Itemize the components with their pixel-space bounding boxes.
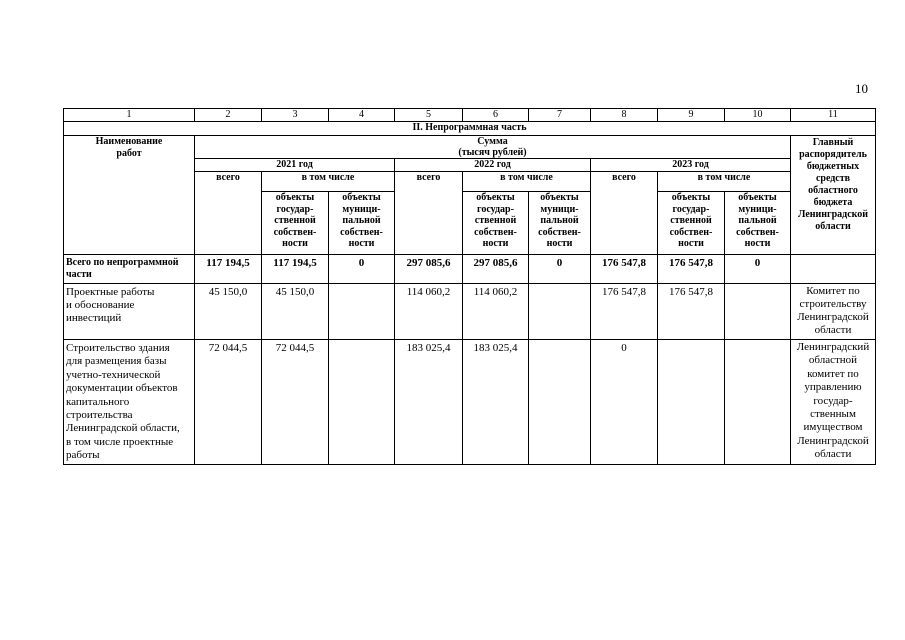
column-number: 11: [791, 109, 876, 122]
cell-value: [658, 340, 725, 465]
cell-value: 297 085,6: [395, 255, 463, 284]
cell-value: [725, 340, 791, 465]
row-distributor: Комитет по строительству Ленинградской области: [791, 284, 876, 340]
cell-value: 0: [591, 340, 658, 465]
cell-value: 183 025,4: [395, 340, 463, 465]
cell-value: [329, 284, 395, 340]
column-number: 8: [591, 109, 658, 122]
cell-value: 72 044,5: [195, 340, 262, 465]
column-number: 1: [64, 109, 195, 122]
cell-value: 0: [329, 255, 395, 284]
column-number: 10: [725, 109, 791, 122]
column-number: 9: [658, 109, 725, 122]
cell-value: 45 150,0: [195, 284, 262, 340]
column-number: 2: [195, 109, 262, 122]
header-municipal-2021: объекты муници- пальной собствен- ности: [329, 192, 395, 255]
cell-value: 0: [725, 255, 791, 284]
table-row: [64, 340, 876, 465]
column-number: 5: [395, 109, 463, 122]
cell-value: 0: [529, 255, 591, 284]
header-including-2021: в том числе: [262, 172, 395, 192]
header-municipal-2023: объекты муници- пальной собствен- ности: [725, 192, 791, 255]
cell-value: 114 060,2: [463, 284, 529, 340]
header-state-2022: объекты государ- ственной собствен- ности: [463, 192, 529, 255]
cell-value: 45 150,0: [262, 284, 329, 340]
cell-value: 72 044,5: [262, 340, 329, 465]
header-municipal-2022: объекты муници- пальной собствен- ности: [529, 192, 591, 255]
table-row: [64, 255, 876, 284]
header-state-2023: объекты государ- ственной собствен- ности: [658, 192, 725, 255]
row-name: Проектные работы и обоснование инвестиций: [64, 284, 195, 340]
header-total-2022: всего: [395, 172, 463, 255]
header-total-2021: всего: [195, 172, 262, 255]
cell-value: 176 547,8: [591, 284, 658, 340]
header-total-2023: всего: [591, 172, 658, 255]
header-state-2021: объекты государ- ственной собствен- ности: [262, 192, 329, 255]
cell-value: 176 547,8: [658, 284, 725, 340]
header-distributor: Главный распорядитель бюджетных средств областного бюджета Ленинградской области: [791, 136, 876, 255]
cell-value: [329, 340, 395, 465]
header-sum: Сумма (тысяч рублей): [195, 136, 791, 159]
row-distributor: [791, 255, 876, 284]
budget-table: [63, 108, 876, 465]
cell-value: 297 085,6: [463, 255, 529, 284]
row-distributor: Ленинградский областной комитет по управлению государ- ственным имуществом Ленинградской области: [791, 340, 876, 465]
cell-value: [529, 284, 591, 340]
column-number: 3: [262, 109, 329, 122]
row-name: Всего по непрограммной части: [64, 255, 195, 284]
header-year-2023: 2023 год: [591, 159, 791, 172]
cell-value: 117 194,5: [262, 255, 329, 284]
cell-value: 114 060,2: [395, 284, 463, 340]
row-name: Строительство здания для размещения базы учетно-технической документации объектов капитального строительства Ленинградской области, в том числе проектные работы: [64, 340, 195, 465]
section-title: II. Непрограммная часть: [64, 122, 876, 136]
header-year-2022: 2022 год: [395, 159, 591, 172]
cell-value: 176 547,8: [658, 255, 725, 284]
header-including-2023: в том числе: [658, 172, 791, 192]
cell-value: 176 547,8: [591, 255, 658, 284]
header-including-2022: в том числе: [463, 172, 591, 192]
column-number: 4: [329, 109, 395, 122]
header-year-2021: 2021 год: [195, 159, 395, 172]
column-number: 7: [529, 109, 591, 122]
cell-value: [529, 340, 591, 465]
header-name: Наименование работ: [64, 136, 195, 255]
column-number: 6: [463, 109, 529, 122]
table-row: [64, 284, 876, 340]
cell-value: 117 194,5: [195, 255, 262, 284]
page-number: 10: [855, 81, 868, 96]
cell-value: [725, 284, 791, 340]
column-number-row: [64, 109, 876, 122]
cell-value: 183 025,4: [463, 340, 529, 465]
